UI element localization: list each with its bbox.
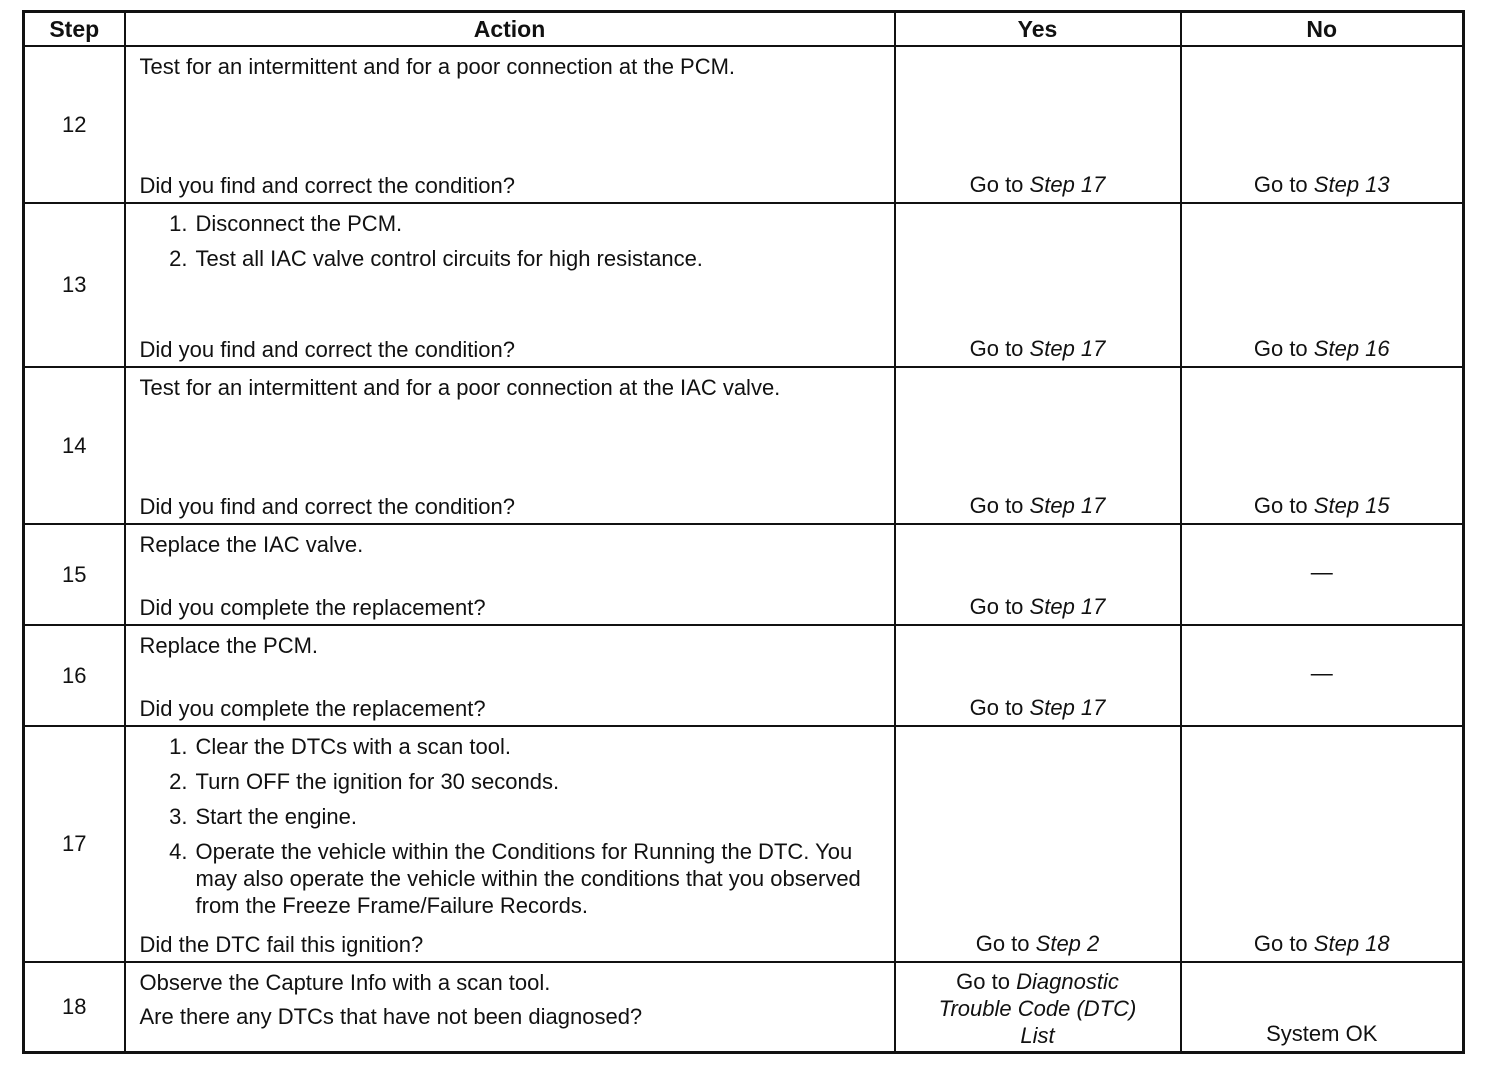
table-row: [24, 203, 1464, 367]
table-row: [24, 625, 1464, 726]
yes-cell: [895, 962, 1181, 1053]
no-cell: [1181, 203, 1464, 367]
no-result: System OK: [1266, 1021, 1378, 1046]
action-cell: [125, 367, 895, 524]
no-cell: [1181, 367, 1464, 524]
action-question: Did you find and correct the condition?: [139, 173, 515, 198]
yes-cell: [895, 46, 1181, 203]
no-result: Go to Step 13: [1253, 172, 1390, 197]
list-item: 2. Test all IAC valve control circuits for high resistance.: [169, 246, 703, 271]
action-question: Did you find and correct the condition?: [139, 337, 515, 362]
table-row: [24, 367, 1464, 524]
yes-result: Go to Step 17: [969, 594, 1106, 619]
no-result-dash: —: [1310, 558, 1333, 584]
action-question: Did the DTC fail this ignition?: [139, 932, 424, 957]
header-yes: Yes: [895, 12, 1181, 47]
action-cell: [125, 726, 895, 962]
action-cell: [125, 524, 895, 625]
yes-cell: [895, 524, 1181, 625]
yes-cell: [895, 726, 1181, 962]
action-question: Did you complete the replacement?: [139, 595, 486, 620]
yes-result: Go to Step 17: [969, 695, 1106, 720]
no-result-dash: —: [1310, 659, 1333, 685]
list-item: 1. Disconnect the PCM.: [169, 211, 403, 236]
step-number: 17: [24, 726, 125, 962]
action-cell: [125, 962, 895, 1053]
table-row: [24, 46, 1464, 203]
list-item: 3. Start the engine.: [169, 804, 357, 829]
action-list: [140, 210, 884, 280]
no-cell: [1181, 726, 1464, 962]
action-cell: [125, 625, 895, 726]
step-number: 12: [24, 46, 125, 203]
action-text: Observe the Capture Info with a scan tool.: [139, 970, 551, 995]
yes-cell: [895, 367, 1181, 524]
list-item: 2. Turn OFF the ignition for 30 seconds.: [169, 769, 560, 794]
action-text: Test for an intermittent and for a poor connection at the IAC valve.: [139, 375, 781, 400]
no-result: Go to Step 15: [1253, 493, 1390, 518]
yes-result: Go to Step 17: [969, 336, 1106, 361]
step-number: 15: [24, 524, 125, 625]
action-cell: [125, 46, 895, 203]
yes-cell: [895, 625, 1181, 726]
list-item: 1. Clear the DTCs with a scan tool.: [169, 734, 511, 759]
header-no: No: [1181, 12, 1464, 47]
action-question: Are there any DTCs that have not been diagnosed?: [139, 1004, 643, 1029]
table-row: [24, 524, 1464, 625]
yes-cell: [895, 203, 1181, 367]
step-number: 16: [24, 625, 125, 726]
header-row: [24, 12, 1464, 47]
yes-result: Go to Step 17: [969, 493, 1106, 518]
no-cell: [1181, 524, 1464, 625]
step-number: 18: [24, 962, 125, 1053]
action-text: Replace the PCM.: [139, 633, 319, 658]
yes-result: Go to Step 2: [975, 931, 1100, 956]
action-list: [140, 733, 888, 927]
list-item: 4. Operate the vehicle within the Conditions for Running the DTC. You may also operate the vehicle within the conditions that you observed from the Freeze Frame/Failure Records.: [169, 839, 861, 918]
table-row: [24, 962, 1464, 1053]
table-row: [24, 726, 1464, 962]
no-cell: [1181, 46, 1464, 203]
action-text: Test for an intermittent and for a poor connection at the PCM.: [139, 54, 736, 79]
no-result: Go to Step 18: [1253, 931, 1390, 956]
no-cell: [1181, 625, 1464, 726]
yes-result: Go to Diagnostic Trouble Code (DTC) List: [938, 969, 1137, 1048]
header-step: Step: [24, 12, 125, 47]
action-cell: [125, 203, 895, 367]
step-number: 13: [24, 203, 125, 367]
header-action: Action: [125, 12, 895, 47]
action-question: Did you find and correct the condition?: [139, 494, 515, 519]
action-question: Did you complete the replacement?: [139, 696, 486, 721]
step-number: 14: [24, 367, 125, 524]
diagnostic-table: [22, 10, 1465, 1054]
no-cell: [1181, 962, 1464, 1053]
yes-result: Go to Step 17: [969, 172, 1106, 197]
action-text: Replace the IAC valve.: [139, 532, 364, 557]
no-result: Go to Step 16: [1253, 336, 1390, 361]
